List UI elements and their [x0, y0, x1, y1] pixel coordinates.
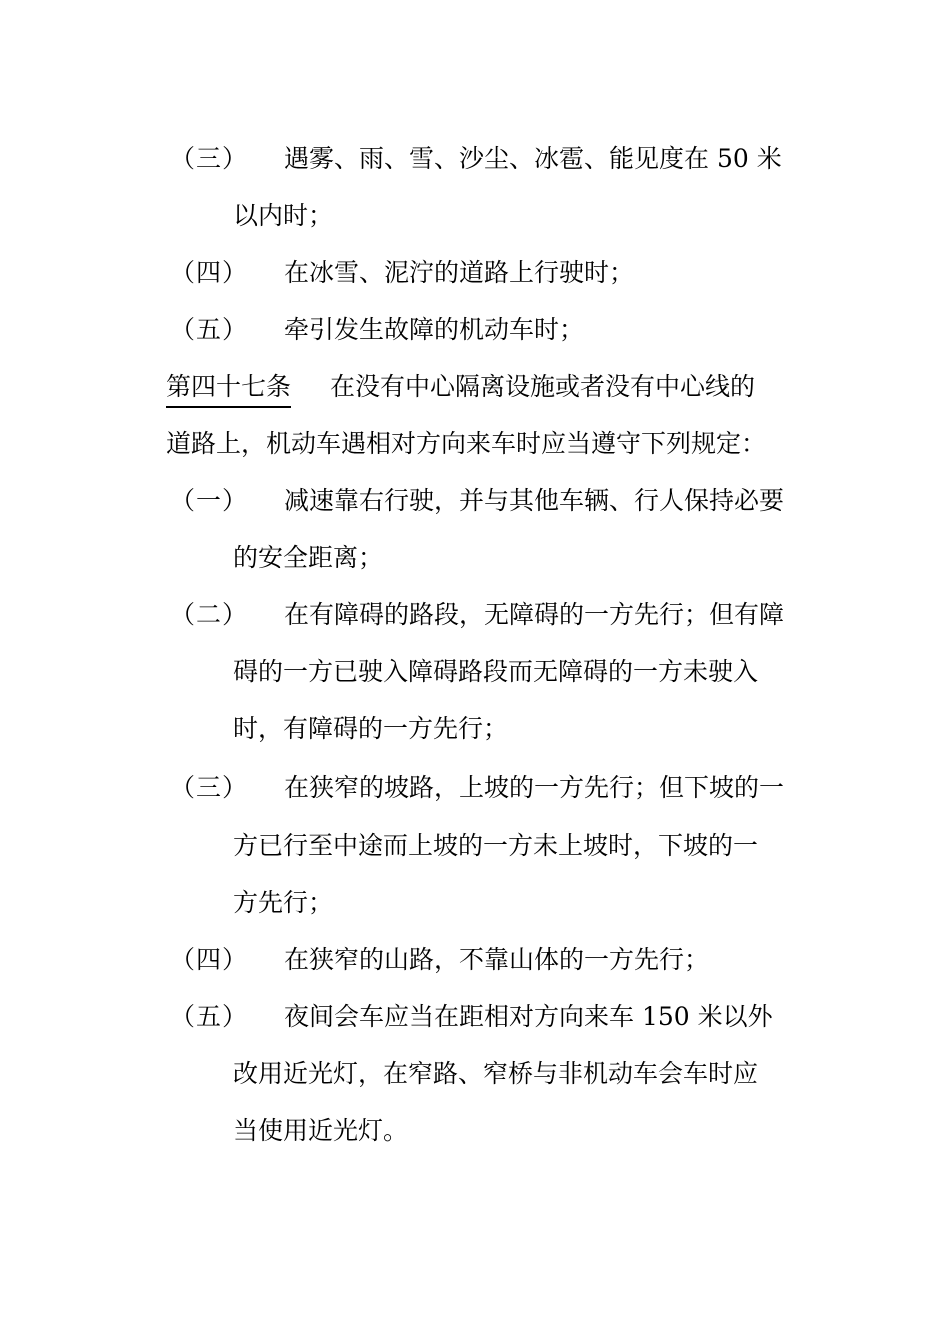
item-text: 改用近光灯，在窄路、窄桥与非机动车会车时应 [233, 1059, 759, 1088]
item-text: 在有障碍的路段，无障碍的一方先行；但有障 [284, 600, 785, 629]
item-label: （五） [170, 1002, 249, 1031]
item-text: 以内时； [233, 201, 334, 230]
item-text: 减速靠右行驶，并与其他车辆、行人保持必要 [284, 486, 785, 515]
item-text: 在狭窄的坡路，上坡的一方先行；但下坡的一 [284, 773, 785, 802]
item-label: （一） [170, 486, 249, 515]
item-text: 方已行至中途而上坡的一方未上坡时，下坡的一 [233, 831, 759, 860]
article-text: 道路上，机动车遇相对方向来车时应当遵守下列规定： [166, 429, 767, 458]
item-text: 方先行； [233, 888, 334, 917]
article-heading-line [166, 370, 291, 408]
item-label: （四） [170, 258, 249, 287]
item-text: 的安全距离； [233, 543, 384, 572]
item-label: （三） [170, 144, 249, 173]
item-text: 当使用近光灯。 [233, 1116, 409, 1145]
article-text: 在没有中心隔离设施或者没有中心线的 [330, 372, 756, 401]
item-label: （二） [170, 600, 249, 629]
item-text: 夜间会车应当在距相对方向来车 150 米以外 [284, 1002, 773, 1031]
item-text: 在狭窄的山路，不靠山体的一方先行； [284, 945, 710, 974]
item-label: （三） [170, 773, 249, 802]
item-label: （五） [170, 315, 249, 344]
item-label: （四） [170, 945, 249, 974]
item-text: 在冰雪、泥泞的道路上行驶时； [284, 258, 635, 287]
item-text: 遇雾、雨、雪、沙尘、冰雹、能见度在 50 米 [284, 144, 782, 173]
item-text: 碍的一方已驶入障碍路段而无障碍的一方未驶入 [233, 657, 759, 686]
article-title: 第四十七条 [166, 370, 291, 408]
item-text: 时，有障碍的一方先行； [233, 714, 509, 743]
item-text: 牵引发生故障的机动车时； [284, 315, 585, 344]
